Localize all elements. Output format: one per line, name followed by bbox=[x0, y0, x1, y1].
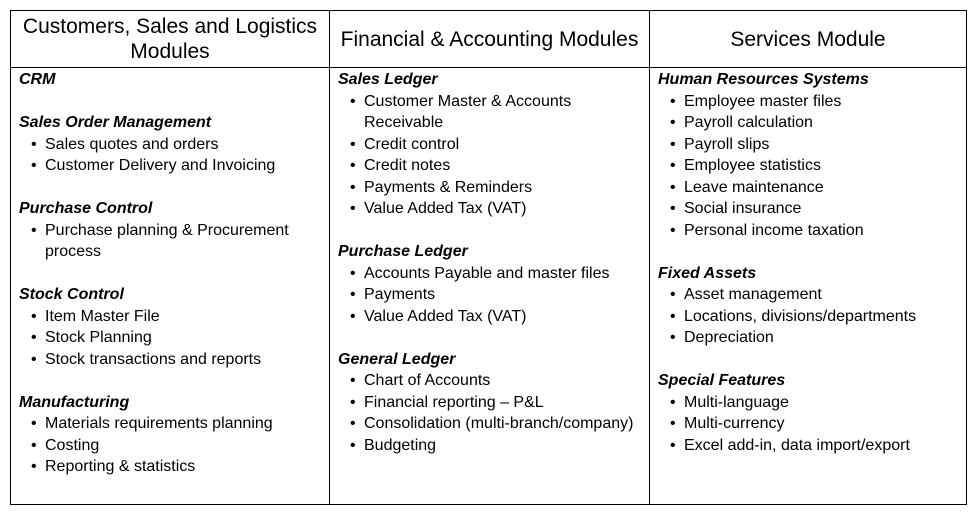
feature-list-item: • Multi-currency bbox=[658, 413, 966, 435]
module-section-title: Sales Order Management bbox=[19, 114, 212, 131]
feature-list bbox=[19, 134, 329, 177]
feature-list-item: • Payroll slips bbox=[658, 134, 966, 156]
module-section bbox=[658, 69, 966, 241]
module-section-title: Purchase Control bbox=[19, 200, 153, 217]
feature-list bbox=[338, 91, 649, 220]
feature-list-item: • Financial reporting – P&L bbox=[338, 392, 649, 414]
feature-list-item: • Excel add-in, data import/export bbox=[658, 435, 966, 457]
feature-list-item: • Multi-language bbox=[658, 392, 966, 414]
feature-list-item: • Credit control bbox=[338, 134, 649, 156]
feature-list-item: • Costing bbox=[19, 435, 329, 457]
feature-list-item: • Personal income taxation bbox=[658, 220, 966, 242]
feature-list-item: • Employee statistics bbox=[658, 155, 966, 177]
module-section bbox=[19, 284, 329, 370]
modules-table bbox=[10, 10, 967, 505]
feature-list-item: • Sales quotes and orders bbox=[19, 134, 329, 156]
feature-list-item: • Leave maintenance bbox=[658, 177, 966, 199]
feature-list-item: • Value Added Tax (VAT) bbox=[338, 198, 649, 220]
feature-list bbox=[658, 392, 966, 457]
feature-list-item: • Item Master File bbox=[19, 306, 329, 328]
module-section bbox=[338, 349, 649, 457]
module-section-title: General Ledger bbox=[338, 350, 456, 368]
module-section bbox=[338, 241, 649, 327]
feature-list bbox=[658, 91, 966, 242]
feature-list-item: • Depreciation bbox=[658, 327, 966, 349]
module-section-title: Purchase Ledger bbox=[338, 243, 468, 260]
column-financial-accounting bbox=[330, 68, 650, 504]
module-section bbox=[19, 392, 329, 478]
feature-list-item: • Payroll calculation bbox=[658, 112, 966, 134]
feature-list-item: • Stock transactions and reports bbox=[19, 349, 329, 371]
module-section bbox=[658, 370, 966, 456]
module-section bbox=[658, 263, 966, 349]
feature-list-item: • Employee master files bbox=[658, 91, 966, 113]
feature-list-item: • Chart of Accounts bbox=[338, 370, 649, 392]
feature-list-item: • Payments bbox=[338, 284, 649, 306]
feature-list-item: • Customer Master & Accounts Receivable bbox=[338, 91, 649, 134]
feature-list-item: • Materials requirements planning bbox=[19, 413, 329, 435]
feature-list-item: • Customer Delivery and Invoicing bbox=[19, 155, 329, 177]
feature-list-item: • Stock Planning bbox=[19, 327, 329, 349]
module-section bbox=[19, 198, 329, 263]
column-header-customers-sales-logistics: Customers, Sales and Logistics Modules bbox=[11, 11, 330, 68]
feature-list-item: • Value Added Tax (VAT) bbox=[338, 306, 649, 328]
module-section bbox=[338, 69, 649, 220]
feature-list-item: • Credit notes bbox=[338, 155, 649, 177]
feature-list-item: • Payments & Reminders bbox=[338, 177, 649, 199]
module-section-title: Stock Control bbox=[19, 286, 124, 303]
feature-list bbox=[338, 263, 649, 328]
feature-list bbox=[19, 413, 329, 478]
column-customers-sales-logistics bbox=[11, 68, 330, 504]
feature-list-item: • Reporting & statistics bbox=[19, 456, 329, 478]
feature-list-item: • Social insurance bbox=[658, 198, 966, 220]
feature-list-item: • Accounts Payable and master files bbox=[338, 263, 649, 285]
module-section-title: Manufacturing bbox=[19, 393, 130, 411]
feature-list bbox=[658, 284, 966, 349]
feature-list-item: • Budgeting bbox=[338, 435, 649, 457]
feature-list-item: • Locations, divisions/departments bbox=[658, 306, 966, 328]
module-section-title: CRM bbox=[19, 71, 56, 88]
feature-list bbox=[19, 306, 329, 371]
module-section bbox=[19, 69, 329, 91]
feature-list-item: • Consolidation (multi-branch/company) bbox=[338, 413, 649, 435]
feature-list bbox=[19, 220, 329, 263]
module-section-title: Human Resources Systems bbox=[658, 71, 869, 88]
column-services bbox=[650, 68, 966, 504]
feature-list-item: • Purchase planning & Procurement process bbox=[19, 220, 329, 263]
column-header-services: Services Module bbox=[650, 11, 966, 68]
module-section-title: Special Features bbox=[658, 372, 786, 389]
feature-list bbox=[338, 370, 649, 456]
module-section-title: Fixed Assets bbox=[658, 264, 757, 282]
column-header-financial-accounting: Financial & Accounting Modules bbox=[330, 11, 650, 68]
module-section-title: Sales Ledger bbox=[338, 71, 438, 88]
module-section bbox=[19, 112, 329, 177]
feature-list-item: • Asset management bbox=[658, 284, 966, 306]
